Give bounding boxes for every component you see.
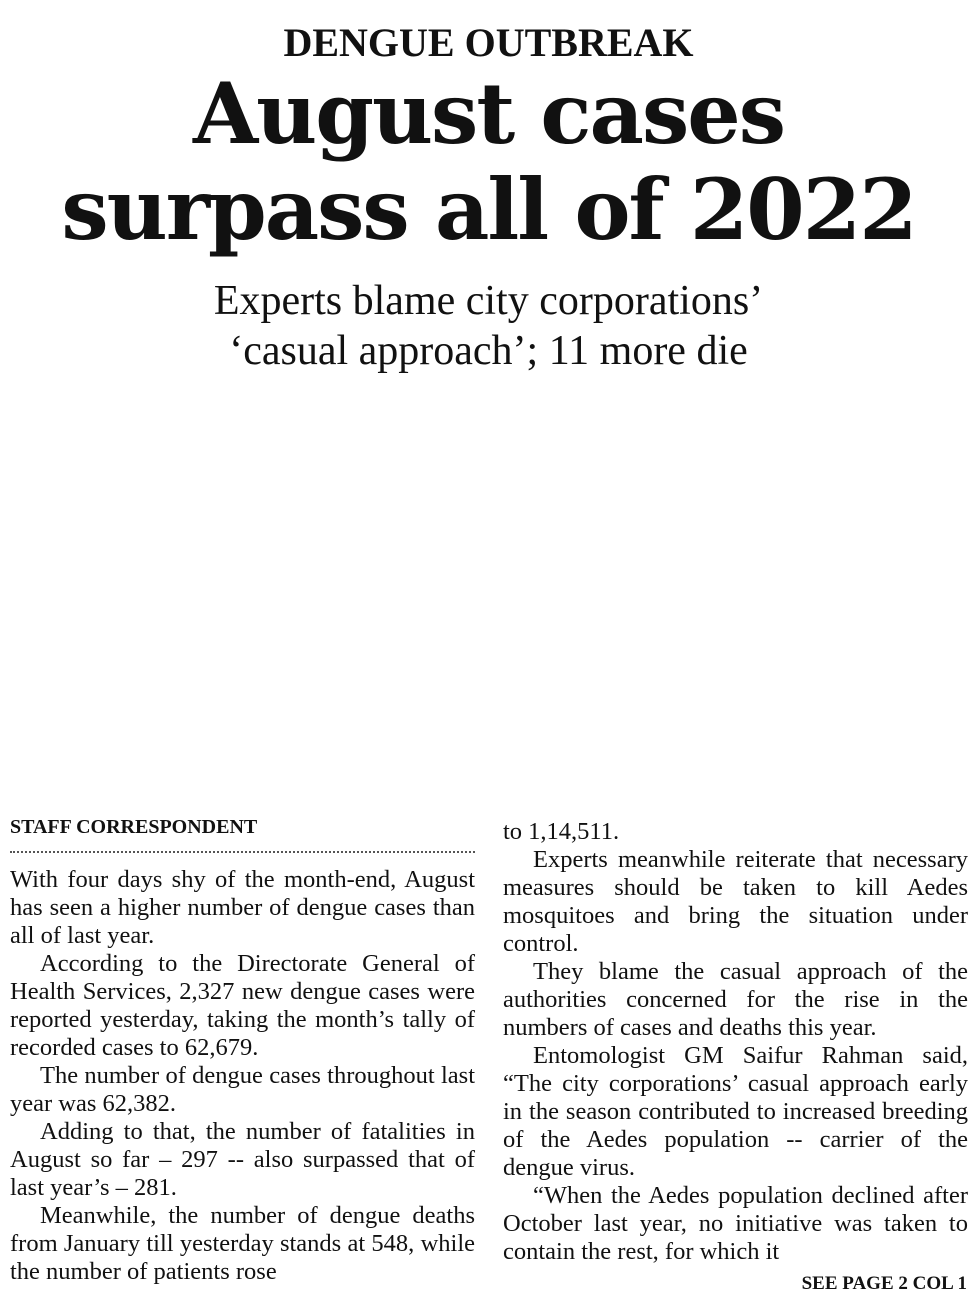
paragraph: They blame the casual approach of the authorities concerned for the rise in the numbers of cases and deaths this year. bbox=[503, 958, 968, 1041]
byline: STAFF CORRESPONDENT bbox=[10, 816, 258, 838]
paragraph: Experts meanwhile reiterate that necessary measures should be taken to kill Aedes mosquitoes and bring the situation under control. bbox=[503, 846, 968, 957]
byline-divider bbox=[10, 851, 475, 853]
paragraph: With four days shy of the month-end, August has seen a higher number of dengue cases than all of last year. bbox=[10, 866, 475, 949]
kicker: DENGUE OUTBREAK bbox=[283, 20, 694, 65]
headline bbox=[0, 66, 977, 258]
paragraph: The number of dengue cases throughout last year was 62,382. bbox=[10, 1062, 475, 1117]
deck bbox=[0, 276, 977, 376]
paragraph: Entomologist GM Saifur Rahman said, “The city corporations’ casual approach early in the season contributed to increased breeding of the Aedes population -- carrier of the dengue virus. bbox=[503, 1042, 968, 1181]
paragraph: “When the Aedes population declined after October last year, no initiative was taken to contain the rest, for which it bbox=[503, 1182, 968, 1265]
paragraph: to 1,14,511. bbox=[503, 818, 620, 845]
headline-line-1: August cases bbox=[193, 64, 784, 163]
paragraph: Adding to that, the number of fatalities in August so far – 297 -- also surpassed that of last year’s – 281. bbox=[10, 1118, 475, 1201]
paragraph: According to the Directorate General of Health Services, 2,327 new dengue cases were reported yesterday, taking the month’s tally of recorded cases to 62,679. bbox=[10, 950, 475, 1061]
paragraph: Meanwhile, the number of dengue deaths from January till yesterday stands at 548, while the number of patients rose bbox=[10, 1202, 475, 1285]
deck-line-1: Experts blame city corporations’ bbox=[213, 278, 764, 324]
jump-line: SEE PAGE 2 COL 1 bbox=[801, 1273, 967, 1294]
headline-line-2: surpass all of 2022 bbox=[61, 160, 916, 259]
article-column-2 bbox=[503, 818, 968, 1266]
article-column-1 bbox=[10, 866, 475, 1286]
deck-line-2: ‘casual approach’; 11 more die bbox=[229, 328, 748, 374]
